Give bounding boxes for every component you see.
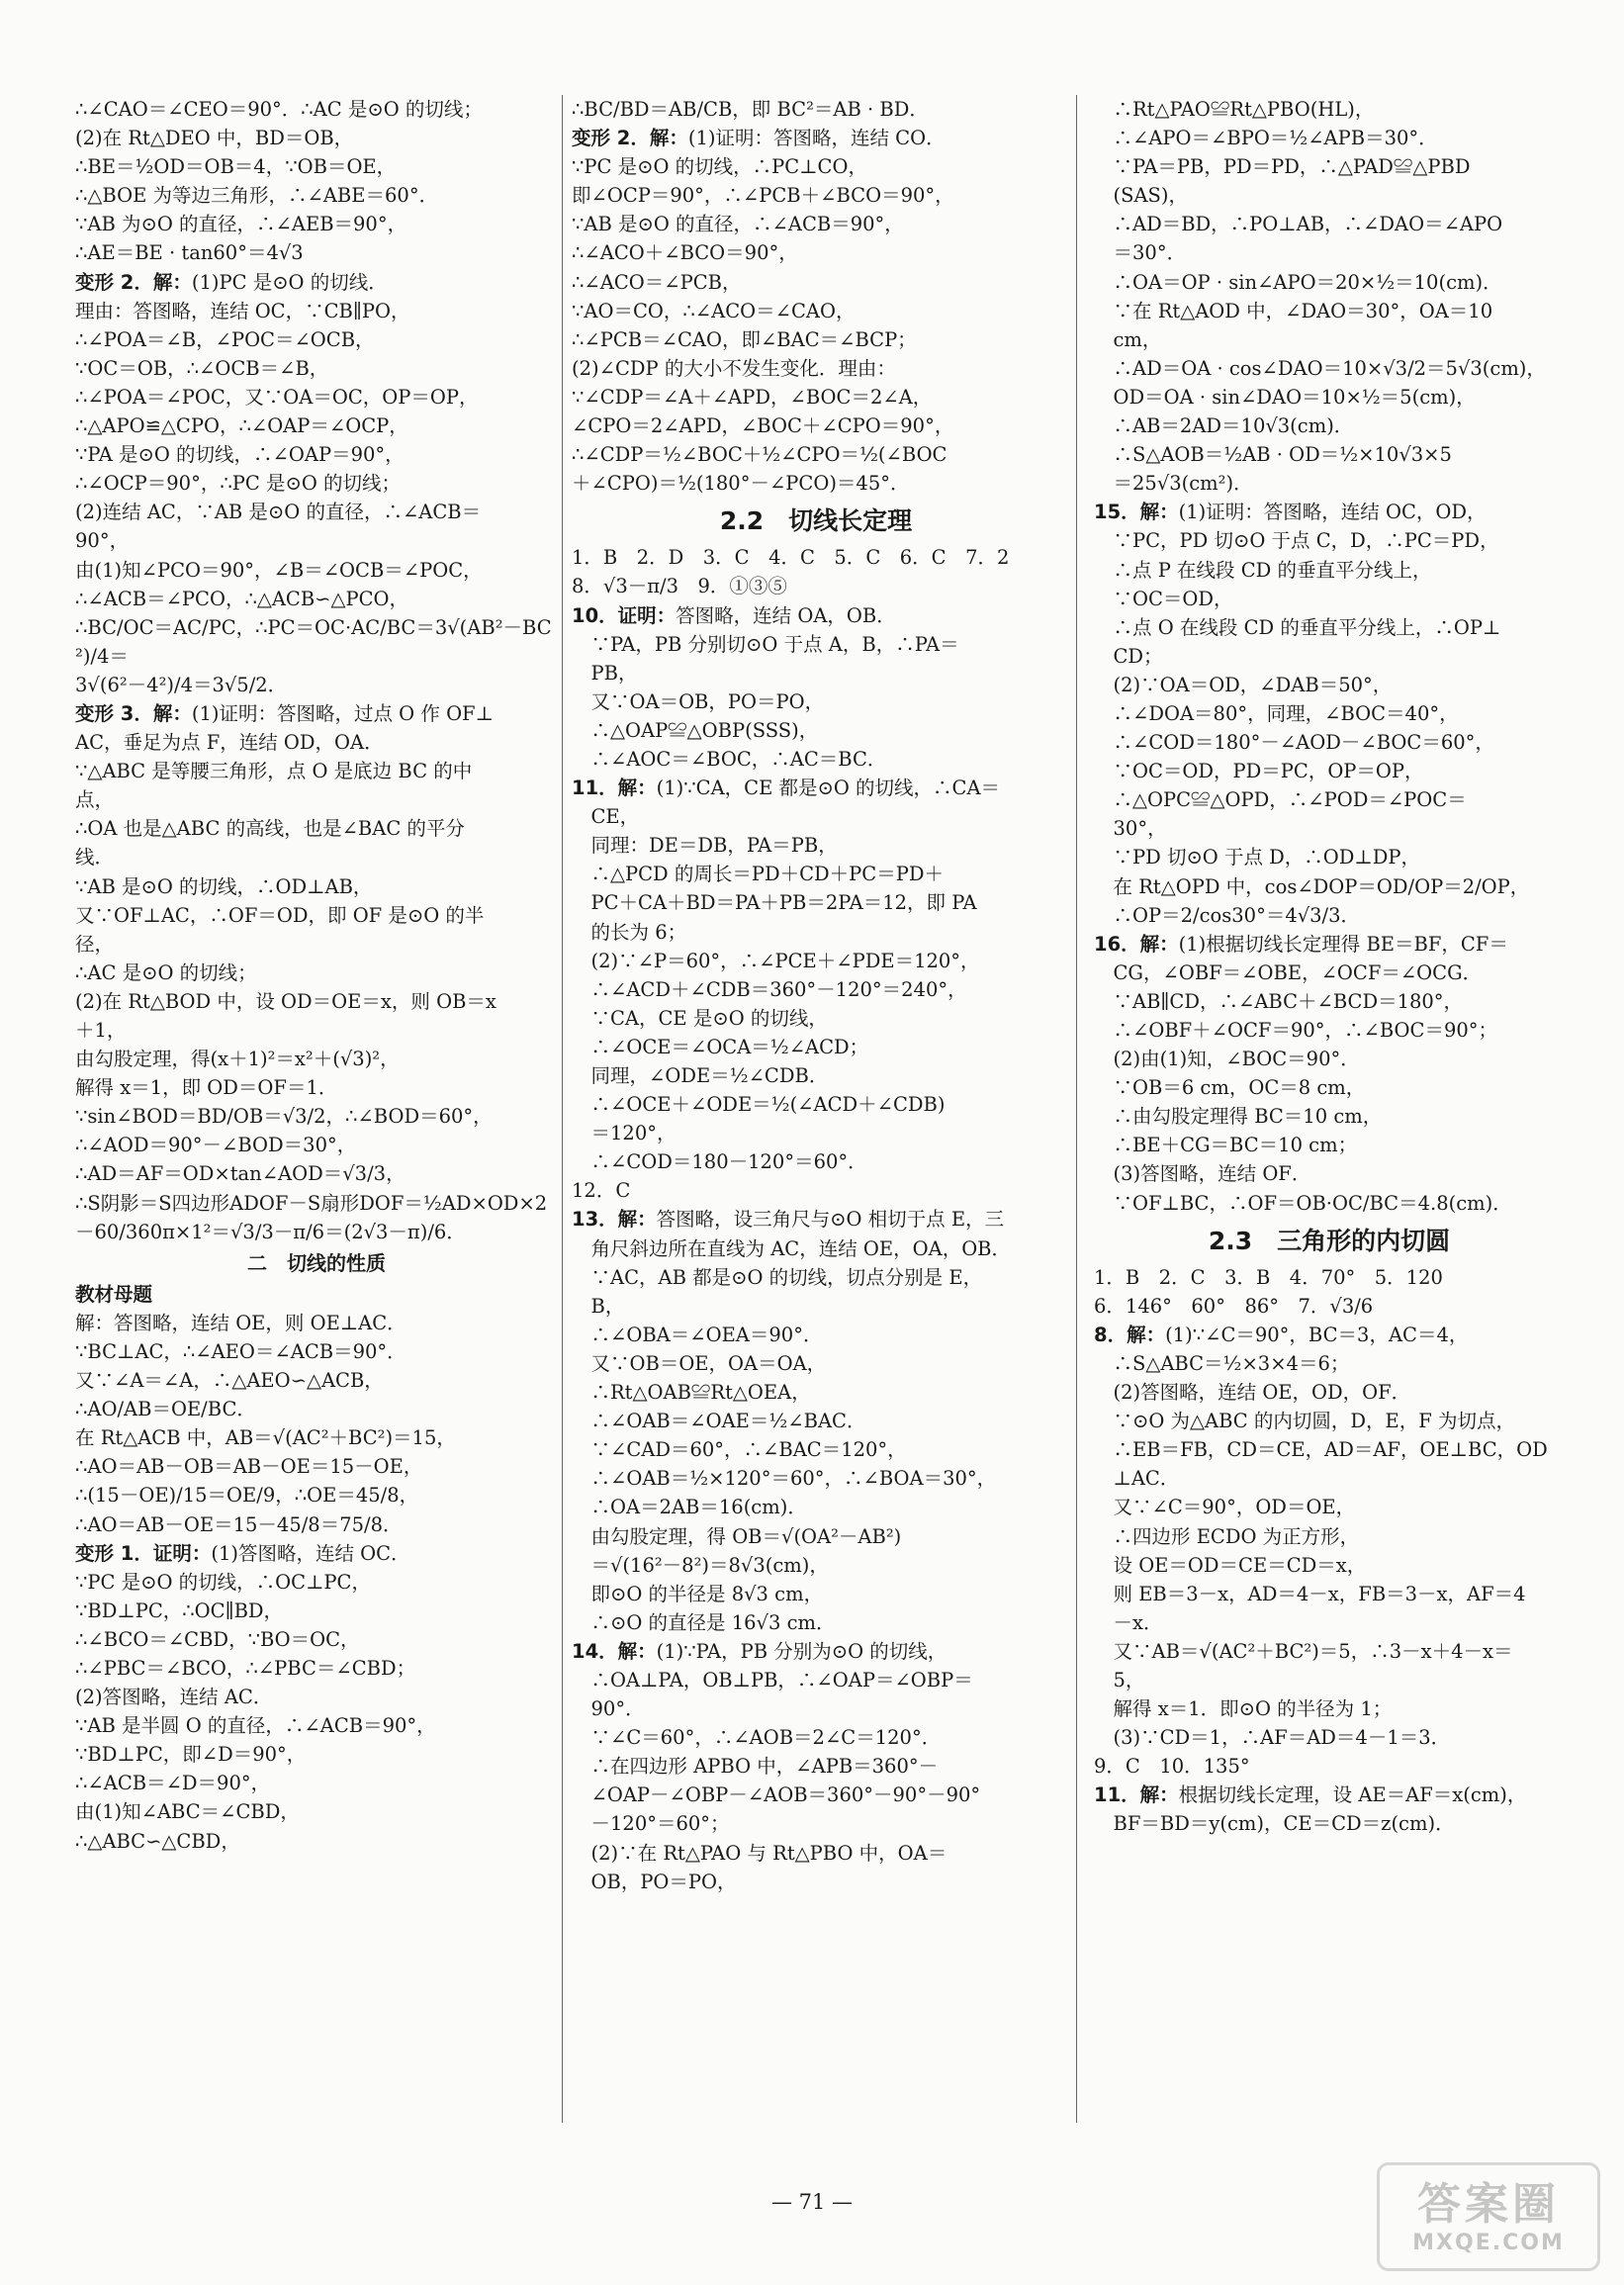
answer-line: ∠OAP－∠OBP－∠AOB＝360°－90°－90° bbox=[572, 1783, 981, 1807]
answer-line: 11．解：根据切线长定理，设 AE＝AF＝x(cm)， bbox=[1094, 1783, 1527, 1807]
answer-line: 1．B 2．C 3．B 4．70° 5．120 bbox=[1094, 1265, 1443, 1289]
answer-line: ∴∠BCO＝∠CBD，∵BO＝OC， bbox=[75, 1627, 360, 1651]
answer-line: 即⊙O 的半径是 8√3 cm， bbox=[572, 1582, 824, 1605]
answer-line: ∵BD⊥PC，∴OC∥BD， bbox=[75, 1599, 284, 1622]
answer-line: ＋∠CPO)＝½(180°－∠PCO)＝45°． bbox=[572, 472, 910, 496]
answer-line: ∵AB 为⊙O 的直径，∴∠AEB＝90°， bbox=[75, 213, 407, 236]
answer-line: ∵PA＝PB，PD＝PD，∴△PAD≌△PBD bbox=[1094, 155, 1471, 179]
answer-line: ∴∠OAB＝½×120°＝60°，∴∠BOA＝30°， bbox=[572, 1467, 997, 1491]
answer-line: 6．146° 60° 86° 7．√3/6 bbox=[1094, 1294, 1374, 1318]
answer-line: ∴∠OBF＋∠OCF＝90°，∴∠BOC＝90°； bbox=[1094, 1019, 1498, 1042]
answer-line: ∵PA 是⊙O 的切线，∴∠OAP＝90°， bbox=[75, 443, 405, 467]
answer-line: ∵AC，AB 都是⊙O 的切线，切点分别是 E， bbox=[572, 1265, 983, 1289]
answer-line: ∴∠CAO＝∠CEO＝90°．∴AC 是⊙O 的切线； bbox=[75, 98, 483, 121]
answer-line: B， bbox=[572, 1294, 625, 1318]
column-divider-right bbox=[1076, 95, 1077, 2123]
answer-line: 又∵OA＝OB，PO＝PO， bbox=[572, 689, 825, 713]
watermark-site: MXQE.COM bbox=[1412, 2230, 1565, 2255]
answer-line: AC，垂足为点 F，连结 OD，OA． bbox=[75, 731, 384, 755]
answer-line: ⊥AC． bbox=[1094, 1467, 1180, 1491]
column-divider-left bbox=[562, 95, 563, 2123]
answer-line: 10．证明：答图略，连结 OA，OB． bbox=[572, 603, 896, 627]
answer-line: ∴∠OCP＝90°，∴PC 是⊙O 的切线； bbox=[75, 472, 402, 496]
answer-line: ∴⊙O 的直径是 16√3 cm． bbox=[572, 1610, 836, 1634]
answer-line: 在 Rt△OPD 中，cos∠DOP＝OD/OP＝2/OP， bbox=[1094, 874, 1530, 898]
answer-line: 理由：答图略，连结 OC，∵CB∥PO， bbox=[75, 299, 410, 322]
answer-line: 14．解：(1)∵PA，PB 分别为⊙O 的切线， bbox=[572, 1639, 947, 1663]
answer-line: (2)答图略，连结 OE，OD，OF． bbox=[1094, 1381, 1411, 1405]
answer-line: ∴∠OBA＝∠OEA＝90°． bbox=[572, 1323, 823, 1346]
answer-line: ∴∠ACO＝∠PCB， bbox=[572, 270, 742, 294]
answer-line: (SAS)， bbox=[1094, 184, 1189, 208]
answer-line: 9．C 10．135° bbox=[1094, 1755, 1250, 1779]
answer-line: ∴四边形 ECDO 为正方形， bbox=[1094, 1524, 1360, 1548]
answer-line: ∴由勾股定理得 BC＝10 cm， bbox=[1094, 1105, 1383, 1129]
answer-line: 又∵AB＝√(AC²＋BC²)＝5，∴3－x＋4－x＝ bbox=[1094, 1639, 1513, 1663]
answer-line: ∵在 Rt△AOD 中，∠DAO＝30°，OA＝10 bbox=[1094, 299, 1493, 322]
answer-line: (2)在 Rt△DEO 中，BD＝OB， bbox=[75, 127, 354, 150]
answer-line: ∴BE＝½OD＝OB＝4，∵OB＝OE， bbox=[75, 155, 397, 179]
answer-line: ∴BC/OC＝AC/PC，∴PC＝OC·AC/BC＝3√(AB²－BC²)/4＝ bbox=[75, 615, 552, 668]
answer-line: ∴OP＝2/cos30°＝4√3/3． bbox=[1094, 903, 1361, 927]
answer-line: ∵∠C＝60°，∴∠AOB＝2∠C＝120°． bbox=[572, 1726, 942, 1750]
answer-line: ∴∠APO＝∠BPO＝½∠APB＝30°． bbox=[1094, 127, 1438, 150]
answer-line: ∵AB 是半圆 O 的直径，∴∠ACB＝90°， bbox=[75, 1714, 436, 1738]
answer-line: BF＝BD＝y(cm)，CE＝CD＝z(cm)． bbox=[1094, 1812, 1455, 1836]
answer-line: ∵OC＝OD，PD＝PC，OP＝OP， bbox=[1094, 760, 1424, 783]
answer-line: ∴△ABC∽△CBD， bbox=[75, 1829, 240, 1853]
answer-line: (2)由(1)知，∠BOC＝90°． bbox=[1094, 1048, 1360, 1071]
answer-line: ∵PA，PB 分别切⊙O 于点 A，B，∴PA＝ bbox=[572, 632, 959, 656]
answer-line: 12．C bbox=[572, 1179, 631, 1203]
answer-line: ∴S△ABC＝½×3×4＝6； bbox=[1094, 1351, 1350, 1375]
answer-line: CG，∠OBF＝∠OBE，∠OCF＝∠OCG． bbox=[1094, 960, 1483, 984]
answer-line: 线． bbox=[75, 846, 115, 869]
answer-line: ∵PC，PD 切⊙O 于点 C，D，∴PC＝PD， bbox=[1094, 529, 1499, 553]
answer-line: ∴∠POA＝∠B，∠POC＝∠OCB， bbox=[75, 327, 375, 351]
answer-line: 变形 2．解：(1)证明：答图略，连结 CO． bbox=[572, 127, 946, 150]
answer-line: (3)答图略，连结 OF． bbox=[1094, 1162, 1311, 1186]
answer-line: ∴∠COD＝180°－∠AOD－∠BOC＝60°， bbox=[1094, 731, 1494, 755]
answer-line: ∵PD 切⊙O 于点 D，∴OD⊥DP， bbox=[1094, 846, 1421, 869]
answer-line: ＝120°， bbox=[572, 1122, 677, 1145]
answer-line: (2)答图略，连结 AC． bbox=[75, 1686, 273, 1709]
answer-line: ∴AO＝AB－OB＝AB－OE＝15－OE， bbox=[75, 1455, 423, 1479]
answer-line: ＋1， bbox=[75, 1019, 127, 1042]
answer-line: ∵AB 是⊙O 的切线，∴OD⊥AB， bbox=[75, 874, 373, 898]
answer-line: ∴∠ACO＋∠BCO＝90°， bbox=[572, 241, 798, 265]
answer-line: 的长为 6； bbox=[572, 920, 687, 944]
answer-line: 径， bbox=[75, 932, 115, 956]
answer-line: 3√(6²－4²)/4＝3√5/2． bbox=[75, 673, 288, 696]
answer-line: ∴∠CDP＝½∠BOC＋½∠CPO＝½(∠BOC bbox=[572, 443, 947, 467]
answer-line: 变形 2．解：(1)PC 是⊙O 的切线． bbox=[75, 270, 388, 294]
answer-line: ∴S阴影＝S四边形ADOF－S扇形DOF＝½AD×OD×2 bbox=[75, 1191, 548, 1215]
answer-line: ∴∠ACD＋∠CDB＝360°－120°＝240°， bbox=[572, 977, 967, 1001]
answer-line: (2)∵∠P＝60°，∴∠PCE＋∠PDE＝120°， bbox=[572, 949, 980, 972]
answer-line: 教材母题 bbox=[75, 1282, 153, 1306]
answer-line: ＝25√3(cm²)． bbox=[1094, 472, 1253, 496]
answer-line: 则 EB＝3－x，AD＝4－x，FB＝3－x，AF＝4 bbox=[1094, 1582, 1526, 1605]
watermark-logo bbox=[1377, 2162, 1600, 2271]
answer-line: ∴∠ACB＝∠PCO，∴△ACB∽△PCO， bbox=[75, 587, 409, 610]
answer-line: 30°， bbox=[1094, 817, 1167, 841]
answer-line: 即∠OCP＝90°，∴∠PCB＋∠BCO＝90°， bbox=[572, 184, 954, 208]
answer-line: ∴AD＝BD，∴PO⊥AB，∴∠DAO＝∠APO bbox=[1094, 213, 1503, 236]
answer-line: ∴∠AOD＝90°－∠BOD＝30°， bbox=[75, 1134, 357, 1157]
answer-line: 解得 x＝1．即⊙O 的半径为 1； bbox=[1094, 1697, 1393, 1721]
answer-line: ∵BC⊥AC，∴∠AEO＝∠ACB＝90°． bbox=[75, 1339, 406, 1363]
answer-line: 又∵OB＝OE，OA＝OA， bbox=[572, 1351, 827, 1375]
answer-line: 1．B 2．D 3．C 4．C 5．C 6．C 7．2 bbox=[572, 546, 1010, 570]
answer-line: ∴∠OCE＋∠ODE＝½(∠ACD＋∠CDB) bbox=[572, 1093, 946, 1117]
answer-line: ∴AO/AB＝OE/BC． bbox=[75, 1398, 256, 1421]
answer-line: 由勾股定理，得 OB＝√(OA²－AB²) bbox=[572, 1524, 902, 1548]
answer-line: ∵CA，CE 是⊙O 的切线， bbox=[572, 1006, 828, 1030]
answer-line: ∴(15－OE)/15＝OE/9，∴OE＝45/8， bbox=[75, 1484, 419, 1508]
answer-line: 8．√3－π/3 9．①③⑤ bbox=[572, 575, 787, 598]
answer-line: 解得 x＝1，即 OD＝OF＝1． bbox=[75, 1076, 338, 1100]
answer-line: ∴在四边形 APBO 中，∠APB＝360°－ bbox=[572, 1755, 939, 1779]
answer-line: ∴OA＝2AB＝16(cm)． bbox=[572, 1496, 807, 1519]
subsection-heading: 二 切线的性质 bbox=[247, 1250, 386, 1275]
answer-line: ∴∠POA＝∠POC，又∵OA＝OC，OP＝OP， bbox=[75, 385, 479, 409]
answer-line: (3)∵CD＝1，∴AF＝AD＝4－1＝3． bbox=[1094, 1726, 1451, 1750]
answer-line: (2)∵OA＝OD，∠DAB＝50°， bbox=[1094, 673, 1393, 696]
answer-column-left bbox=[75, 95, 558, 1856]
answer-line: 变形 3．解：(1)证明：答图略，过点 O 作 OF⊥ bbox=[75, 701, 494, 725]
answer-line: 由勾股定理，得(x＋1)²＝x²＋(√3)²， bbox=[75, 1048, 400, 1071]
answer-line: ∵OC＝OD， bbox=[1094, 587, 1233, 610]
answer-line: 90°， bbox=[75, 529, 130, 553]
answer-line: (2)连结 AC，∵AB 是⊙O 的直径，∴∠ACB＝ bbox=[75, 501, 482, 524]
answer-line: ∵OF⊥BC，∴OF＝OB·OC/BC＝4.8(cm)． bbox=[1094, 1191, 1512, 1215]
answer-line: ∵sin∠BOD＝BD/OB＝√3/2，∴∠BOD＝60°， bbox=[75, 1105, 493, 1129]
answer-line: 点， bbox=[75, 788, 115, 812]
answer-line: PC＋CA＋BD＝PA＋PB＝2PA＝12，即 PA bbox=[572, 891, 977, 915]
answer-line: OD＝OA · sin∠DAO＝10×½＝5(cm)， bbox=[1094, 385, 1476, 409]
answer-line: ∴OA⊥PA，OB⊥PB，∴∠OAP＝∠OBP＝ bbox=[572, 1668, 973, 1691]
answer-line: ∵AB∥CD，∴∠ABC＋∠BCD＝180°， bbox=[1094, 989, 1464, 1013]
answer-line: 由(1)知∠ABC＝∠CBD， bbox=[75, 1800, 300, 1824]
answer-line: ∵PC 是⊙O 的切线，∴PC⊥CO， bbox=[572, 155, 867, 179]
answer-line: ∴BE＋CG＝BC＝10 cm； bbox=[1094, 1134, 1358, 1157]
answer-line: PB， bbox=[572, 661, 638, 685]
answer-line: ∴∠ACB＝∠D＝90°， bbox=[75, 1772, 271, 1795]
answer-column-middle bbox=[572, 95, 1060, 1896]
answer-line: ∵AO＝CO，∴∠ACO＝∠CAO， bbox=[572, 299, 856, 322]
answer-line: ∵OB＝6 cm，OC＝8 cm， bbox=[1094, 1076, 1366, 1100]
answer-line: ＝30°． bbox=[1094, 241, 1187, 265]
answer-line: 5， bbox=[1094, 1668, 1145, 1691]
watermark-title: 答案圈 bbox=[1417, 2178, 1560, 2230]
answer-line: ∴∠PCB＝∠CAO，即∠BAC＝∠BCP； bbox=[572, 327, 917, 351]
answer-line: 90°． bbox=[572, 1697, 645, 1721]
answer-line: 角尺斜边所在直线为 AC，连结 OE，OA，OB． bbox=[572, 1236, 1012, 1260]
answer-line: ∴点 O 在线段 CD 的垂直平分线上，∴OP⊥ bbox=[1094, 615, 1501, 639]
page-number: — 71 — bbox=[770, 2190, 854, 2214]
answer-line: 15．解：(1)证明：答图略，连结 OC，OD， bbox=[1094, 501, 1487, 524]
answer-line: CD； bbox=[1094, 644, 1163, 668]
answer-line: ∴AD＝AF＝OD×tan∠AOD＝√3/3， bbox=[75, 1162, 406, 1186]
answer-line: 同理：DE＝DB，PA＝PB， bbox=[572, 834, 838, 858]
answer-line: －120°＝60°； bbox=[572, 1812, 730, 1836]
answer-line: 又∵OF⊥AC，∴OF＝OD，即 OF 是⊙O 的半 bbox=[75, 903, 485, 927]
answer-line: －60/360π×1²＝√3/3－π/6＝(2√3－π)/6． bbox=[75, 1220, 466, 1243]
answer-line: (2)在 Rt△BOD 中，设 OD＝OE＝x，则 OB＝x bbox=[75, 989, 496, 1013]
answer-line: －x． bbox=[1094, 1610, 1163, 1634]
answer-line: ∵△ABC 是等腰三角形，点 O 是底边 BC 的中 bbox=[75, 760, 473, 783]
answer-line: ∴AC 是⊙O 的切线； bbox=[75, 960, 257, 984]
answer-line: ∴△PCD 的周长＝PD＋CD＋PC＝PD＋ bbox=[572, 863, 944, 886]
answer-line: ∴∠COD＝180－120°＝60°． bbox=[572, 1150, 867, 1174]
answer-line: ∵∠CAD＝60°，∴∠BAC＝120°， bbox=[572, 1438, 907, 1462]
answer-line: OB，PO＝PO， bbox=[572, 1870, 737, 1893]
answer-line: ∴AO＝AB－OE＝15－45/8＝75/8． bbox=[75, 1512, 403, 1536]
answer-line: ∴△APO≌△CPO，∴∠OAP＝∠OCP， bbox=[75, 414, 408, 438]
answer-line: ∴AD＝OA · cos∠DAO＝10×√3/2＝5√3(cm)， bbox=[1094, 356, 1546, 380]
answer-line: ∴∠OCE＝∠OCA＝½∠ACD； bbox=[572, 1035, 869, 1058]
answer-line: ∴AE＝BE · tan60°＝4√3 bbox=[75, 241, 304, 265]
answer-line: ∵∠CDP＝∠A＋∠APD，∠BOC＝2∠A， bbox=[572, 385, 933, 409]
answer-line: 16．解：(1)根据切线长定理得 BE＝BF，CF＝ bbox=[1094, 932, 1508, 956]
answer-line: ∴Rt△OAB≌Rt△OEA， bbox=[572, 1381, 811, 1405]
answer-line: 13．解：答图略，设三角尺与⊙O 相切于点 E，三 bbox=[572, 1208, 1005, 1232]
answer-line: ∴Rt△PAO≌Rt△PBO(HL)， bbox=[1094, 98, 1375, 121]
answer-line: CE， bbox=[572, 805, 640, 829]
answer-line: ∴∠OAB＝∠OAE＝½∠BAC． bbox=[572, 1410, 866, 1433]
answer-line: 又∵∠A＝∠A，∴△AEO∽△ACB， bbox=[75, 1369, 384, 1393]
section-heading: 2.3 三角形的内切圆 bbox=[1208, 1226, 1451, 1255]
answer-line: ∴∠DOA＝80°，同理，∠BOC＝40°， bbox=[1094, 701, 1459, 725]
answer-line: ∴S△AOB＝½AB · OD＝½×10√3×5 bbox=[1094, 443, 1452, 467]
answer-line: ∴BC/BD＝AB/CB，即 BC²＝AB · BD． bbox=[572, 98, 929, 121]
answer-line: ∴∠PBC＝∠BCO，∴∠PBC＝∠CBD； bbox=[75, 1656, 416, 1680]
answer-line: 在 Rt△ACB 中，AB＝√(AC²＋BC²)＝15， bbox=[75, 1426, 456, 1450]
answer-line: 设 OE＝OD＝CE＝CD＝x， bbox=[1094, 1553, 1367, 1577]
answer-line: 解：答图略，连结 OE，则 OE⊥AC． bbox=[75, 1311, 406, 1334]
answer-line: ∵OC＝OB，∴∠OCB＝∠B， bbox=[75, 356, 329, 380]
answer-line: ∴△OPC≌△OPD，∴∠POD＝∠POC＝ bbox=[1094, 788, 1467, 812]
answer-line: ∴△BOE 为等边三角形，∴∠ABE＝60°． bbox=[75, 184, 439, 208]
answer-line: 8．解：(1)∵∠C＝90°，BC＝3，AC＝4， bbox=[1094, 1323, 1469, 1346]
answer-line: ∵AB 是⊙O 的直径，∴∠ACB＝90°， bbox=[572, 213, 904, 236]
answer-line: ∴AB＝2AD＝10√3(cm)． bbox=[1094, 414, 1354, 438]
answer-line: ∴∠AOC＝∠BOC，∴AC＝BC． bbox=[572, 747, 887, 771]
answer-line: cm， bbox=[1094, 327, 1162, 351]
answer-line: 11．解：(1)∵CA，CE 都是⊙O 的切线，∴CA＝ bbox=[572, 777, 1001, 800]
answer-line: (2)∵在 Rt△PAO 与 Rt△PBO 中，OA＝ bbox=[572, 1841, 947, 1865]
answer-line: ∴△OAP≌△OBP(SSS)， bbox=[572, 718, 819, 742]
answer-line: ∴OA 也是△ABC 的高线，也是∠BAC 的平分 bbox=[75, 817, 465, 841]
answer-line: (2)∠CDP 的大小不发生变化．理由： bbox=[572, 356, 896, 380]
answer-line: ∵⊙O 为△ABC 的内切圆，D，E，F 为切点， bbox=[1094, 1410, 1516, 1433]
answer-line: 同理，∠ODE＝½∠CDB． bbox=[572, 1064, 829, 1087]
answer-line: 变形 1．证明：(1)答图略，连结 OC． bbox=[75, 1541, 410, 1565]
answer-line: ∴EB＝FB，CD＝CE，AD＝AF，OE⊥BC，OD bbox=[1094, 1438, 1548, 1462]
answer-line: 又∵∠C＝90°，OD＝OE， bbox=[1094, 1496, 1356, 1519]
section-heading: 2.2 切线长定理 bbox=[719, 506, 913, 536]
answer-line: ∴点 P 在线段 CD 的垂直平分线上， bbox=[1094, 558, 1432, 582]
answer-line: ∠CPO＝2∠APD，∠BOC＋∠CPO＝90°， bbox=[572, 414, 954, 438]
answer-line: 由(1)知∠PCO＝90°，∠B＝∠OCB＝∠POC， bbox=[75, 558, 483, 582]
answer-line: ∵BD⊥PC，即∠D＝90°， bbox=[75, 1743, 307, 1767]
answer-column-right bbox=[1094, 95, 1565, 1839]
answer-line: ∴OA＝OP · sin∠APO＝20×½＝10(cm)． bbox=[1094, 270, 1502, 294]
answer-line: ∵PC 是⊙O 的切线，∴OC⊥PC， bbox=[75, 1570, 371, 1594]
answer-line: ＝√(16²－8²)＝8√3(cm)， bbox=[572, 1553, 829, 1577]
